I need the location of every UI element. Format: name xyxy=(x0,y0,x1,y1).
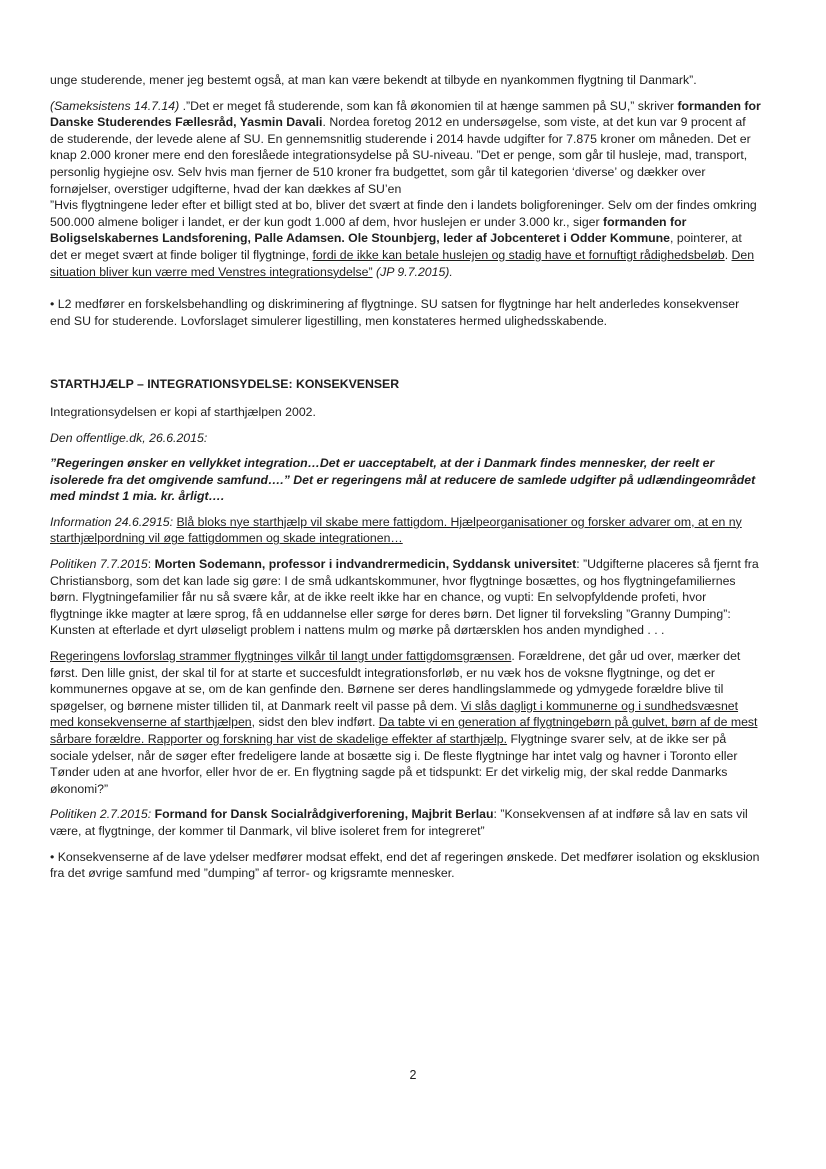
paragraph-text: . xyxy=(724,247,732,262)
underlined-text: Blå bloks nye starthjælp vil skabe mere fattigdom. Hjælpeorganisationer og forsker advarer om, at en ny starthjælpordning vil øge fattigdommen og skade integrationen… xyxy=(50,514,742,546)
underlined-text: Vi slås dagligt i kommunerne og i sundhedsvæsnet med konsekvenserne af starthjælpen xyxy=(50,698,739,730)
paragraph-text: : ”Udgifterne placeres så fjernt fra Christiansborg, som det kan lade sig gøre: I de små udkantskommuner, hvor flygtninge bosættes, og hos flygtningefamiliernes børn. Flygtningefamilier får nu så svære kår, at de ikke reelt ikke har en chance, og vupti: En selvopfyldende profeti, hvor flygtninge ikke magter at lære sprog, få en uddannelse eller sørge for deres børn. Det ligner til forveksling ”Granny Dumping”: Kunsten at efterlade et dyrt uløseligt problem i nattens mulm og mørke på dørtærsklen hos anden myndighed . . . xyxy=(50,557,759,638)
paragraph-intro xyxy=(50,72,762,89)
underlined-text: fordi de ikke kan betale huslejen og stadig have et fornuftigt rådighedsbeløb xyxy=(312,247,725,262)
source-citation: Den offentlige.dk, 26.6.2015: xyxy=(50,430,208,445)
paragraph-text: L2 medfører en forskelsbehandling og diskriminering af flygtninge. SU satsen for flygtninge har helt anderledes konsekvenser end SU for studerende. Lovforslaget simulerer ligestilling, men konstateres hermed ulighedsskabende. xyxy=(50,297,740,328)
paragraph-text: Konsekvenserne af de lave ydelser medfører modsat effekt, end det af regeringen ønskede. Det medfører isolation og eksklusion fra det øvrige samfund med ”dumping” af terror- og krigsramte mennesker. xyxy=(50,849,760,881)
paragraph-text: ”Hvis flygtningene leder efter et billigt sted at bo, bliver det svært at finde den i landets boligforeninger. Selv om der findes omkring 500.000 almene boliger i landet, er der kun godt 1.000 af dem, hvor huslejen er under 3.000 kr., siger xyxy=(50,198,757,229)
bullet-paragraph-l2 xyxy=(50,296,762,329)
paragraph-text: : ”Konsekvensen af at indføre så lav en sats vil være, at flygtninge, der kommer til Danmark, vil blive isoleret frem for integreret” xyxy=(50,807,748,838)
source-citation: Politiken 2.7.2015: xyxy=(50,807,152,822)
quoted-person: formanden for Danske Studerendes Fællesråd, Yasmin Davali xyxy=(50,98,761,130)
document-body xyxy=(50,72,762,891)
page-number: 2 xyxy=(409,1068,417,1082)
source-citation: (JP 9.7.2015). xyxy=(376,264,453,279)
underlined-text: Da tabte vi en generation af flygtningebørn på gulvet, børn af de mest sårbare forældre. Rapporter og forskning har vist de skadelige effekter af starthjælp. xyxy=(50,715,758,746)
bullet-icon: • xyxy=(50,849,55,864)
spacer xyxy=(50,338,762,376)
source-citation: (Sameksistens 14.7.14) xyxy=(50,98,180,113)
underlined-text: Den situation bliver kun værre med Venstres integrationsydelse” xyxy=(50,247,755,279)
bullet-icon: • xyxy=(50,297,55,312)
paragraph-text: . Nordea foretog 2012 en undersøgelse, som viste, at det kun var 9 procent af de studerende, der levede alene af SU. En gennemsnitlig studerende i 2014 havde udgifter for 7.875 kroner om måneden. Det er knap 2.000 kroner mere end den foreslåede integrationsydelse på SU-niveau. ”Det er penge, som går til husleje, mad, transport, personlig hygiejne osv. Selv hvis man fjerner de 510 kroner fra budgettet, som går til kategorien ‘diverse’ og dækker over fornøjelser, overstiger udgifterne, hvad der kan dækkes af SU’en xyxy=(50,115,751,196)
paragraph-text: unge studerende, mener jeg bestemt også, at man kan være bekendt at tilbyde en nyankommen flygtning til Danmark”. xyxy=(50,73,697,87)
source-citation: Information 24.6.2915: xyxy=(50,514,174,529)
paragraph-su-students xyxy=(50,98,762,281)
bullet-paragraph-consequences xyxy=(50,849,762,882)
paragraph-integration-copy xyxy=(50,404,762,421)
paragraph-text: . Forældrene, det går ud over, mærker det først. Den lille gnist, der skal til for at starte et succesfuldt integrationsforløb, er nu væk hos de voksne flygtninge, og det er kommunernes opgave at se, om de kan genfinde den. Børnene ser deres handlingslammede og ydmygede forældre blive til spøgelser, og børnene mister tilliden til, at Danmark reelt vil passe på dem. xyxy=(50,649,741,713)
paragraph-government-bill xyxy=(50,648,762,797)
paragraph-text: Flygtninge svarer selv, at de ikke ser på sociale ydelser, når de søger efter fredeligere lande at bosætte sig i. De fleste flygtninge har intet valg og havner i Toronto eller Tønder uden at ane hvorfor, eller hvor de er. En flygtning sagde på et tidspunkt: Er det virkelig mig, der skal redde Danmarks økonomi?” xyxy=(50,732,738,796)
source-citation: Politiken 7.7.2015 xyxy=(50,557,148,572)
quoted-person: Formand for Dansk Socialrådgiverforening, Majbrit Berlau xyxy=(154,807,494,822)
underlined-text: Regeringens lovforslag strammer flygtninges vilkår til langt under fattigdomsgrænsen xyxy=(50,649,512,664)
paragraph-text: , pointerer, at det er meget svært at finde boliger til flygtninge, xyxy=(50,231,742,262)
paragraph-politiken-berlau xyxy=(50,806,762,839)
paragraph-government-quote xyxy=(50,455,762,505)
government-quote: ”Regeringen ønsker en vellykket integration…Det er uacceptabelt, at der i Danmark findes mennesker, der reelt er isolerede fra det omgivende samfund….” Det er regeringens mål at reducere de samlede udgifter på udlændingeområdet med mindst 1 mia. kr. årligt…. xyxy=(50,456,756,504)
paragraph-text: .”Det er meget få studerende, som kan få økonomien til at hænge sammen på SU,” skriver xyxy=(179,98,678,113)
paragraph-politiken-sodemann xyxy=(50,556,762,639)
quoted-person: formanden for Boligselskabernes Landsforening, Palle Adamsen. Ole Stounbjerg, leder af Jobcenteret i Odder Kommune xyxy=(50,214,687,246)
paragraph-text: , sidst den blev indført. xyxy=(251,715,379,730)
paragraph-text: Integrationsydelsen er kopi af starthjælpen 2002. xyxy=(50,404,316,419)
quoted-person: Morten Sodemann, professor i indvandrermedicin, Syddansk universitet xyxy=(154,557,577,572)
paragraph-source xyxy=(50,430,762,447)
paragraph-text: : xyxy=(147,557,155,572)
section-heading: STARTHJÆLP – INTEGRATIONSYDELSE: KONSEKVENSER xyxy=(50,377,400,392)
paragraph-information xyxy=(50,514,762,547)
